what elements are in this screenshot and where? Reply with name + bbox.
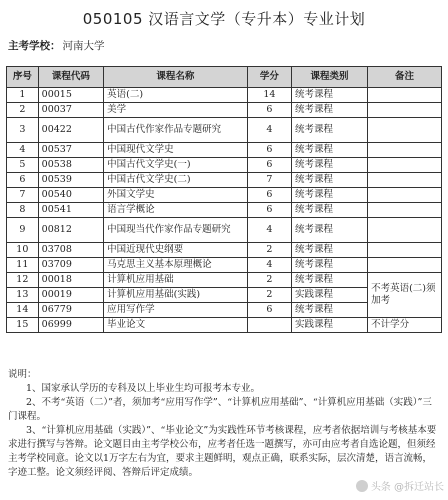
cell-name: 计算机应用基础 — [104, 273, 248, 288]
table-row — [7, 318, 442, 333]
cell-category: 统考课程 — [292, 258, 368, 273]
notes-heading: 说明： — [8, 369, 37, 380]
cell-credit: 2 — [247, 288, 291, 303]
header-code: 课程代码 — [38, 67, 103, 88]
cell-credit: 2 — [247, 243, 291, 258]
cell-code: 00422 — [38, 118, 103, 143]
cell-name: 语言学概论 — [104, 203, 248, 218]
cell-code: 00539 — [38, 173, 103, 188]
cell-category: 统考课程 — [292, 203, 368, 218]
cell-code: 00019 — [38, 288, 103, 303]
school-label: 主考学校： — [8, 40, 61, 52]
cell-credit: 6 — [247, 188, 291, 203]
plan-table — [6, 66, 442, 333]
cell-credit: 6 — [247, 158, 291, 173]
cell-no: 12 — [7, 273, 39, 288]
table-row — [7, 188, 442, 203]
note-item: 2、不考“英语（二）”者，须加考“应用写作学”、“计算机应用基础”、“计算机应用基础（实践）”三门课程。 — [8, 397, 432, 422]
cell-note — [368, 258, 442, 273]
table-row — [7, 243, 442, 258]
cell-name: 中国近现代史纲要 — [104, 243, 248, 258]
watermark — [356, 478, 444, 493]
cell-name: 毕业论文 — [104, 318, 248, 333]
cell-name: 应用写作学 — [104, 303, 248, 318]
cell-name: 中国现当代作家作品专题研究 — [104, 218, 248, 243]
cell-category: 统考课程 — [292, 243, 368, 258]
cell-code: 03709 — [38, 258, 103, 273]
watermark-text: 头条 @拆迁站长 — [370, 482, 444, 493]
cell-no: 11 — [7, 258, 39, 273]
school-name: 河南大学 — [62, 40, 105, 52]
cell-note — [368, 143, 442, 158]
cell-no: 1 — [7, 88, 39, 103]
cell-note — [368, 88, 442, 103]
table-row — [7, 118, 442, 143]
cell-note — [368, 218, 442, 243]
table-row — [7, 173, 442, 188]
cell-name: 计算机应用基础(实践) — [104, 288, 248, 303]
table-row — [7, 273, 442, 288]
cell-no: 13 — [7, 288, 39, 303]
cell-credit: 2 — [247, 273, 291, 288]
cell-category: 实践课程 — [292, 318, 368, 333]
cell-credit: 6 — [247, 303, 291, 318]
cell-no: 15 — [7, 318, 39, 333]
cell-category: 统考课程 — [292, 158, 368, 173]
cell-credit: 4 — [247, 118, 291, 143]
cell-name: 英语(二) — [104, 88, 248, 103]
cell-code: 00015 — [38, 88, 103, 103]
cell-category: 统考课程 — [292, 88, 368, 103]
cell-category: 统考课程 — [292, 303, 368, 318]
cell-credit: 6 — [247, 103, 291, 118]
cell-note — [368, 118, 442, 143]
table-row — [7, 103, 442, 118]
header-note: 备注 — [368, 67, 442, 88]
cell-note: 不计学分 — [368, 318, 442, 333]
cell-no: 6 — [7, 173, 39, 188]
cell-credit: 4 — [247, 258, 291, 273]
cell-category: 统考课程 — [292, 118, 368, 143]
cell-category: 统考课程 — [292, 173, 368, 188]
cell-category: 实践课程 — [292, 288, 368, 303]
page-title: 050105 汉语言文学（专升本）专业计划 — [82, 10, 366, 28]
cell-no: 4 — [7, 143, 39, 158]
cell-name: 外国文学史 — [104, 188, 248, 203]
cell-credit: 4 — [247, 218, 291, 243]
cell-code: 00018 — [38, 273, 103, 288]
header-name: 课程名称 — [104, 67, 248, 88]
cell-code: 00812 — [38, 218, 103, 243]
main-school — [8, 38, 105, 53]
cell-code: 00541 — [38, 203, 103, 218]
table-row — [7, 143, 442, 158]
cell-credit: 14 — [247, 88, 291, 103]
cell-credit: 6 — [247, 203, 291, 218]
table-row — [7, 158, 442, 173]
cell-category: 统考课程 — [292, 188, 368, 203]
cell-name: 中国现代文学史 — [104, 143, 248, 158]
cell-credit — [247, 318, 291, 333]
table-header-row — [7, 67, 442, 88]
watermark-logo-icon — [356, 480, 368, 492]
cell-no: 2 — [7, 103, 39, 118]
cell-code: 00540 — [38, 188, 103, 203]
cell-name: 中国古代作家作品专题研究 — [104, 118, 248, 143]
cell-name: 美学 — [104, 103, 248, 118]
cell-no: 9 — [7, 218, 39, 243]
cell-note — [368, 173, 442, 188]
cell-category: 统考课程 — [292, 103, 368, 118]
cell-note — [368, 203, 442, 218]
cell-credit: 7 — [247, 173, 291, 188]
cell-note — [368, 188, 442, 203]
cell-credit: 6 — [247, 143, 291, 158]
cell-code: 06999 — [38, 318, 103, 333]
cell-no: 3 — [7, 118, 39, 143]
cell-category: 统考课程 — [292, 143, 368, 158]
cell-no: 8 — [7, 203, 39, 218]
cell-name: 中国古代文学史(一) — [104, 158, 248, 173]
cell-code: 06779 — [38, 303, 103, 318]
cell-category: 统考课程 — [292, 218, 368, 243]
cell-no: 10 — [7, 243, 39, 258]
cell-no: 7 — [7, 188, 39, 203]
cell-name: 中国古代文学史(二) — [104, 173, 248, 188]
notes-section — [8, 368, 440, 480]
cell-code: 00537 — [38, 143, 103, 158]
header-no: 序号 — [7, 67, 39, 88]
header-credit: 学分 — [247, 67, 291, 88]
cell-code: 00037 — [38, 103, 103, 118]
note-item: 3、“计算机应用基础（实践）”、“毕业论文”为实践性环节考核课程，应考者依据培训与考核基本要求进行撰写与答辩。论文题目由主考学校公布，应考者任选一题撰写，亦可由应考者自选论题，但须经主考学校同意。论文以1万字左右为宜，要求主题鲜明，观点正确，联系实际，层次清楚，语言流畅，字迹工整。论文须经评阅、答辩后评定成绩。 — [8, 425, 437, 478]
note-item: 1、国家承认学历的专科及以上毕业生均可报考本专业。 — [26, 383, 261, 394]
cell-name: 马克思主义基本原理概论 — [104, 258, 248, 273]
cell-note-merged: 不考英语(二)须加考 — [368, 273, 442, 318]
cell-code: 03708 — [38, 243, 103, 258]
cell-no: 14 — [7, 303, 39, 318]
cell-category: 统考课程 — [292, 273, 368, 288]
table-row — [7, 258, 442, 273]
table-row — [7, 218, 442, 243]
table-row — [7, 88, 442, 103]
cell-note — [368, 243, 442, 258]
header-category: 课程类别 — [292, 67, 368, 88]
cell-no: 5 — [7, 158, 39, 173]
table-row — [7, 203, 442, 218]
cell-code: 00538 — [38, 158, 103, 173]
cell-note — [368, 103, 442, 118]
cell-note — [368, 158, 442, 173]
